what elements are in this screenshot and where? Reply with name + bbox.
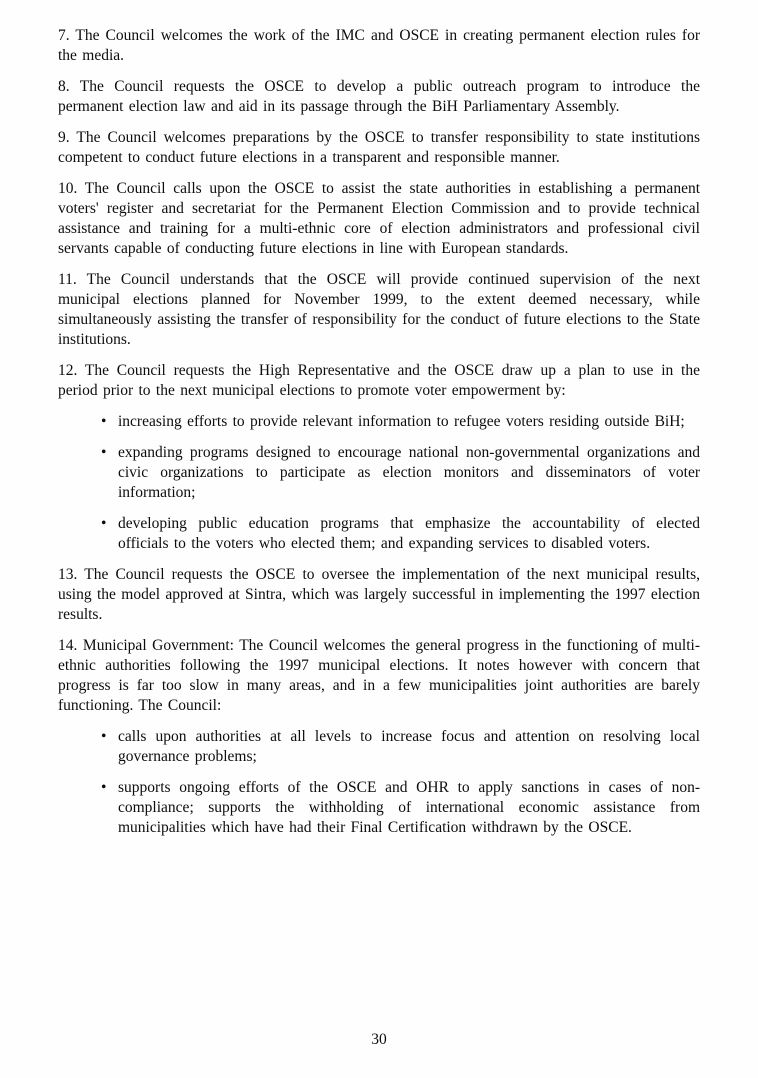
bullet-icon: • [101, 413, 107, 430]
paragraph-12: 12. The Council requests the High Representative and the OSCE draw up a plan to use in the period prior to the next municipal elections to promote voter empowerment by: [58, 362, 700, 399]
bullet-icon: • [101, 728, 107, 745]
bullet-list-12 [58, 412, 700, 554]
bullet-text: developing public education programs that emphasize the accountability of elected officials to the voters who elected them; and expanding services to disabled voters. [118, 515, 700, 552]
bullet-text: expanding programs designed to encourage national non-governmental organizations and civic organizations to participate as election monitors and disseminators of voter information; [118, 444, 700, 501]
paragraph-13: 13. The Council requests the OSCE to oversee the implementation of the next municipal results, using the model approved at Sintra, which was largely successful in implementing the 1997 election results. [58, 566, 700, 623]
paragraph-9: 9. The Council welcomes preparations by the OSCE to transfer responsibility to state institutions competent to conduct future elections in a transparent and responsible manner. [58, 129, 700, 166]
bullet-item [101, 778, 700, 838]
bullet-item [101, 514, 700, 554]
bullet-text: supports ongoing efforts of the OSCE and OHR to apply sanctions in cases of non-compliance; supports the withholding of international economic assistance from municipalities which have had their Final Certification withdrawn by the OSCE. [118, 779, 700, 836]
bullet-item [101, 412, 700, 432]
bullet-text: increasing efforts to provide relevant information to refugee voters residing outside BiH; [118, 413, 685, 430]
paragraph-8: 8. The Council requests the OSCE to develop a public outreach program to introduce the permanent election law and aid in its passage through the BiH Parliamentary Assembly. [58, 78, 700, 115]
bullet-icon: • [101, 444, 107, 461]
bullet-item [101, 443, 700, 503]
bullet-list-14 [58, 727, 700, 838]
bullet-icon: • [101, 515, 107, 532]
bullet-icon: • [101, 779, 107, 796]
paragraph-14: 14. Municipal Government: The Council welcomes the general progress in the functioning of multi-ethnic authorities following the 1997 municipal elections. It notes however with concern that progress is far too slow in many areas, and in a few municipalities joint authorities are barely functioning. The Council: [58, 637, 700, 714]
paragraph-10: 10. The Council calls upon the OSCE to assist the state authorities in establishing a permanent voters' register and secretariat for the Permanent Election Commission and to provide technical assistance and training for a multi-ethnic core of election administrators and professional civil servants capable of conducting future elections in line with European standards. [58, 180, 700, 257]
page-number: 30 [371, 1031, 387, 1048]
paragraph-7: 7. The Council welcomes the work of the IMC and OSCE in creating permanent election rules for the media. [58, 27, 700, 64]
bullet-text: calls upon authorities at all levels to increase focus and attention on resolving local governance problems; [118, 728, 700, 765]
paragraph-11: 11. The Council understands that the OSCE will provide continued supervision of the next municipal elections planned for November 1999, to the extent deemed necessary, while simultaneously assisting the transfer of responsibility for the conduct of future elections to the State institutions. [58, 271, 700, 348]
bullet-item [101, 727, 700, 767]
